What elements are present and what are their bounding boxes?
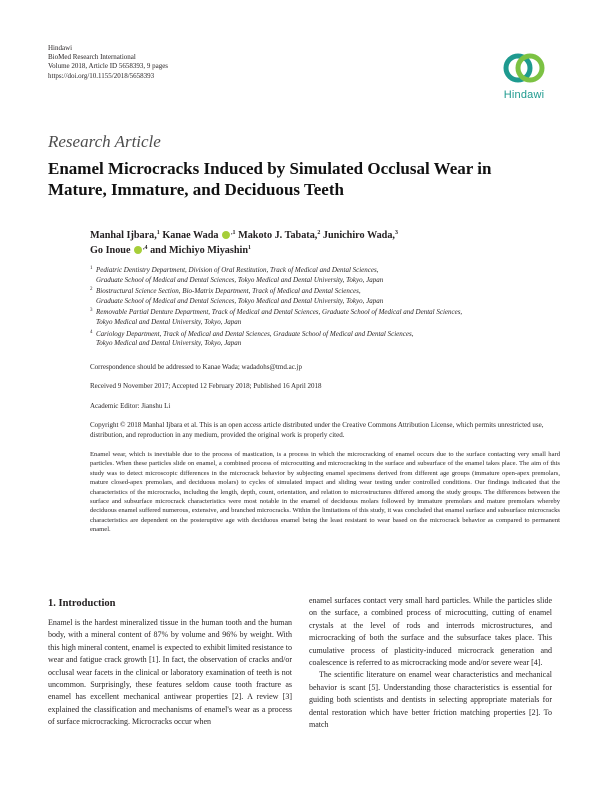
body-column-left	[48, 617, 292, 729]
affiliations	[90, 266, 560, 351]
affiliation-item: 1 Pediatric Dentistry Department, Division of Oral Restitution, Track of Medical and Dental Sciences, Graduate School of Medical and Dental Sciences, Tokyo Medical and Dental University, Tokyo, Japan	[90, 266, 384, 284]
correspondence-note: Correspondence should be addressed to Kanae Wada; wadadohs@tmd.ac.jp	[90, 363, 302, 371]
author-name[interactable]: Junichiro Wada,	[322, 230, 395, 241]
paragraph: enamel surfaces contact very small hard particles. While the particles slide on the surface, a combined process of microcutting, cutting of enamel crystals at the level of rods and interrods microstructures, and microcracking of both the surface and the subsurface takes place. This cumulative process of plasticity-induced microcrack generation and coalescence is referred to as microcracking mode and/or severe wear [4].	[309, 596, 552, 668]
paper-title: Enamel Microcracks Induced by Simulated Occlusal Wear in Mature, Immature, and Deciduous Teeth	[48, 159, 492, 199]
author-name[interactable]: and Michiyo Miyashin	[150, 245, 249, 256]
academic-editor: Academic Editor: Jianshu Li	[90, 402, 171, 410]
author-name[interactable]: Makoto J. Tabata,	[238, 230, 318, 241]
volume-line: Volume 2018, Article ID 5658393, 9 pages	[48, 62, 169, 71]
author-list: Manhal Ijbara,$^1$ Kanae Wada $^{,1}$ Makoto J. Tabata,$^2$ Junichiro Wada,$^3$ Go Inoue $^{,4}$ and Michiyo Miyashin$^1$	[90, 230, 398, 256]
doi-link[interactable]: https://doi.org/10.1155/2018/5658393	[48, 71, 155, 80]
publisher-name: Hindawi	[48, 44, 73, 52]
publication-dates: Received 9 November 2017; Accepted 12 February 2018; Published 16 April 2018	[90, 382, 322, 390]
author-name[interactable]: Kanae Wada	[162, 230, 219, 241]
article-type: Research Article	[48, 132, 161, 151]
section-heading: 1. Introduction	[48, 598, 116, 609]
journal-name: BioMed Research International	[48, 53, 136, 62]
orcid-icon[interactable]	[134, 246, 142, 254]
logo-text: Hindawi	[503, 89, 545, 101]
affiliation-item: 3 Removable Partial Denture Department, Track of Medical and Dental Sciences, Graduate School of Medical and Dental Sciences, Tokyo Medical and Dental University, Tokyo, Japan	[90, 308, 463, 326]
affiliation-item: 4 Cariology Department, Track of Medical and Dental Sciences, Graduate School of Medical and Dental Sciences, Tokyo Medical and Dental University, Tokyo, Japan	[90, 329, 414, 348]
paragraph: The scientific literature on enamel wear characteristics and mechanical behavior is scant [5]. Understanding those characteristics is essential for guiding both scientists and dentists in selecting appropriate materials for dental restoration which have better friction matching properties [2]. To match	[309, 670, 552, 730]
paragraph: Enamel is the hardest mineralized tissue in the human tooth and the human body, with a mineral content of 87% by volume and 96% by weight. With this high mineral content, enamel is expected to exhibit limited resistance to wear and fatigue crack growth [1]. In fact, the observation of cracks and/or occlusal wear facets in the clinical or laboratory examination of teeth is not uncommon. Surprisingly, these features seldom cause tooth fracture as enamel has excellent mechanical antiwear properties [2]. A review [3] explained the classification and mechanisms of enamel's wear as a process of surface microcracking. Microcracks occur when	[48, 618, 292, 727]
orcid-icon[interactable]	[222, 231, 230, 239]
author-name[interactable]: Manhal Ijbara,	[90, 230, 157, 241]
copyright-notice: Copyright © 2018 Manhal Ijbara et al. This is an open access article distributed under the Creative Commons Attribution License, which permits unrestricted use, distribution, and reproduction in any medium, provided the original work is properly cited.	[90, 421, 544, 439]
journal-meta	[48, 44, 168, 81]
author-name[interactable]: Go Inoue	[90, 245, 131, 256]
abstract-text: Enamel wear, which is inevitable due to the process of mastication, is a process in which the microcracking of enamel occurs due to the surface contacting very small hard particles. When these particles slide on enamel, a combined process of microcutting and microcracking in the surface and subsurface of the enamel takes place. The aim of this study was to detect microscopic differences in the microcrack behavior by subjecting enamel specimens derived from different age groups (immature open-apex premolars, mature closed-apex premolars, and deciduous molars) to cycles of simulated impact and sliding wear testing under controlled conditions. Our findings indicated that the characteristics of the microcracks, including the length, depth, count, orientation, and relation to microstructures differed among the study groups. The differences between the surface and subsurface microcrack characteristics were most notable in the enamel of deciduous molars followed by immature premolars and mature premolars whereby deciduous enamel suffered numerous, extensive, and branched microcracks. Within the limitations of this study, it was concluded that enamel surface and subsurface microcracks characteristics are dependent on the posteruptive age with deciduous enamel being the least resistant to wear based on the microcrack behavior as compared to permanent enamel.	[90, 451, 560, 534]
affiliation-item: 2 Biostructural Science Section, Bio-Matrix Department, Track of Medical and Dental Sciences, Graduate School of Medical and Dental Sciences, Tokyo Medical and Dental University, Tokyo, Japan	[90, 287, 384, 305]
body-column-right	[309, 595, 552, 731]
